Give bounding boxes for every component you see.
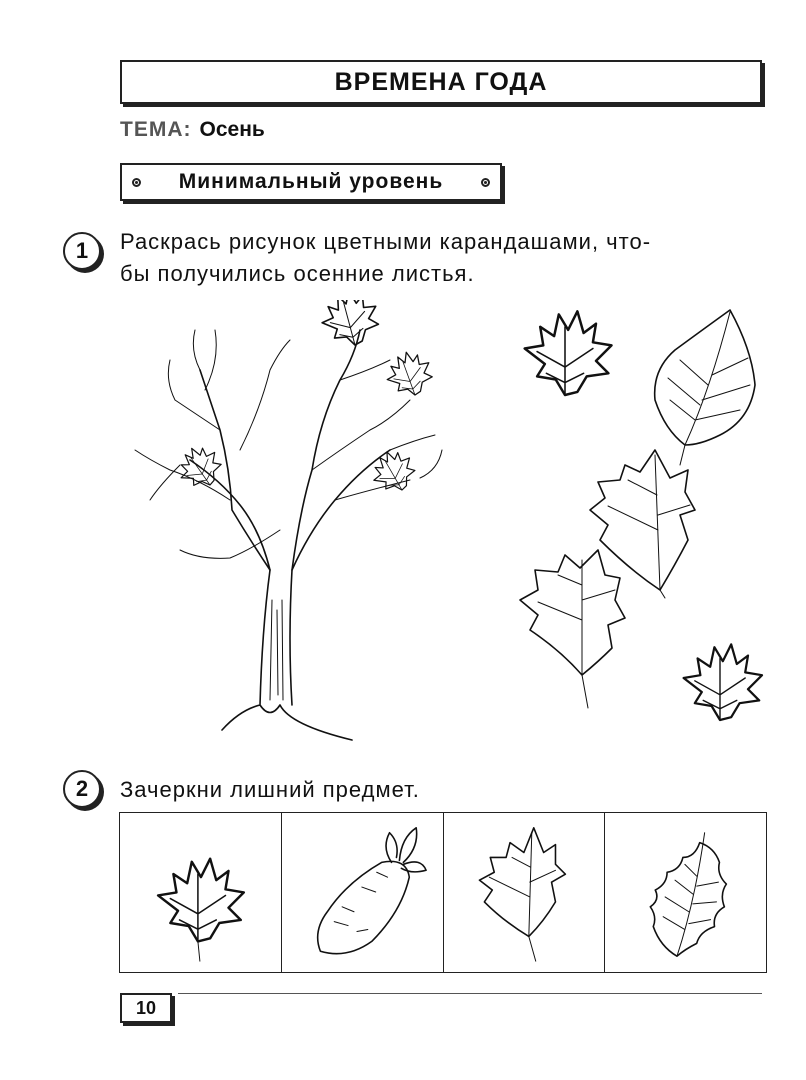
maple-leaf-2 [684, 644, 762, 720]
task1-line1: Раскрась рисунок цветными карандашами, что- [120, 229, 652, 254]
tree-leaf [381, 346, 438, 402]
birch-leaf [655, 310, 755, 465]
grid-cell-maple-leaf[interactable] [120, 813, 282, 972]
tree-leaf [365, 444, 422, 500]
tree [135, 330, 442, 740]
task1-line2: бы получились осенние листья. [120, 261, 475, 286]
level-box [120, 163, 502, 201]
task1-text [120, 226, 651, 290]
page-number-box [120, 993, 172, 1023]
maple-leaf-icon [120, 813, 281, 972]
grid-cell-carrot[interactable] [282, 813, 444, 972]
task1-number-badge [63, 232, 101, 270]
tree-leaf [316, 300, 384, 352]
carrot-icon [282, 813, 443, 972]
footer-rule [178, 993, 762, 994]
task2-number: 2 [75, 776, 89, 801]
page-title-box [120, 60, 762, 104]
task2-number-badge [63, 770, 101, 808]
task1-illustration[interactable] [120, 300, 770, 770]
task1-number: 1 [75, 238, 89, 263]
page-number: 10 [135, 997, 157, 1018]
topic-line [120, 118, 265, 142]
viburnum-leaf-2 [520, 550, 625, 708]
grid-cell-oak-leaf[interactable] [605, 813, 766, 972]
topic-label: ТЕМА: [120, 118, 192, 141]
maple-leaf-1 [525, 311, 612, 395]
grid-cell-viburnum-leaf[interactable] [444, 813, 606, 972]
level-label: Минимальный уровень [178, 170, 444, 193]
page-title: ВРЕМЕНА ГОДА [334, 67, 548, 96]
right-dot-icon [481, 178, 490, 187]
task2-picture-grid [119, 812, 767, 973]
topic-value: Осень [199, 118, 265, 141]
left-dot-icon [132, 178, 141, 187]
oak-leaf-icon [605, 813, 766, 972]
task2-text: Зачеркни лишний предмет. [120, 777, 420, 802]
viburnum-leaf-icon [444, 813, 605, 972]
